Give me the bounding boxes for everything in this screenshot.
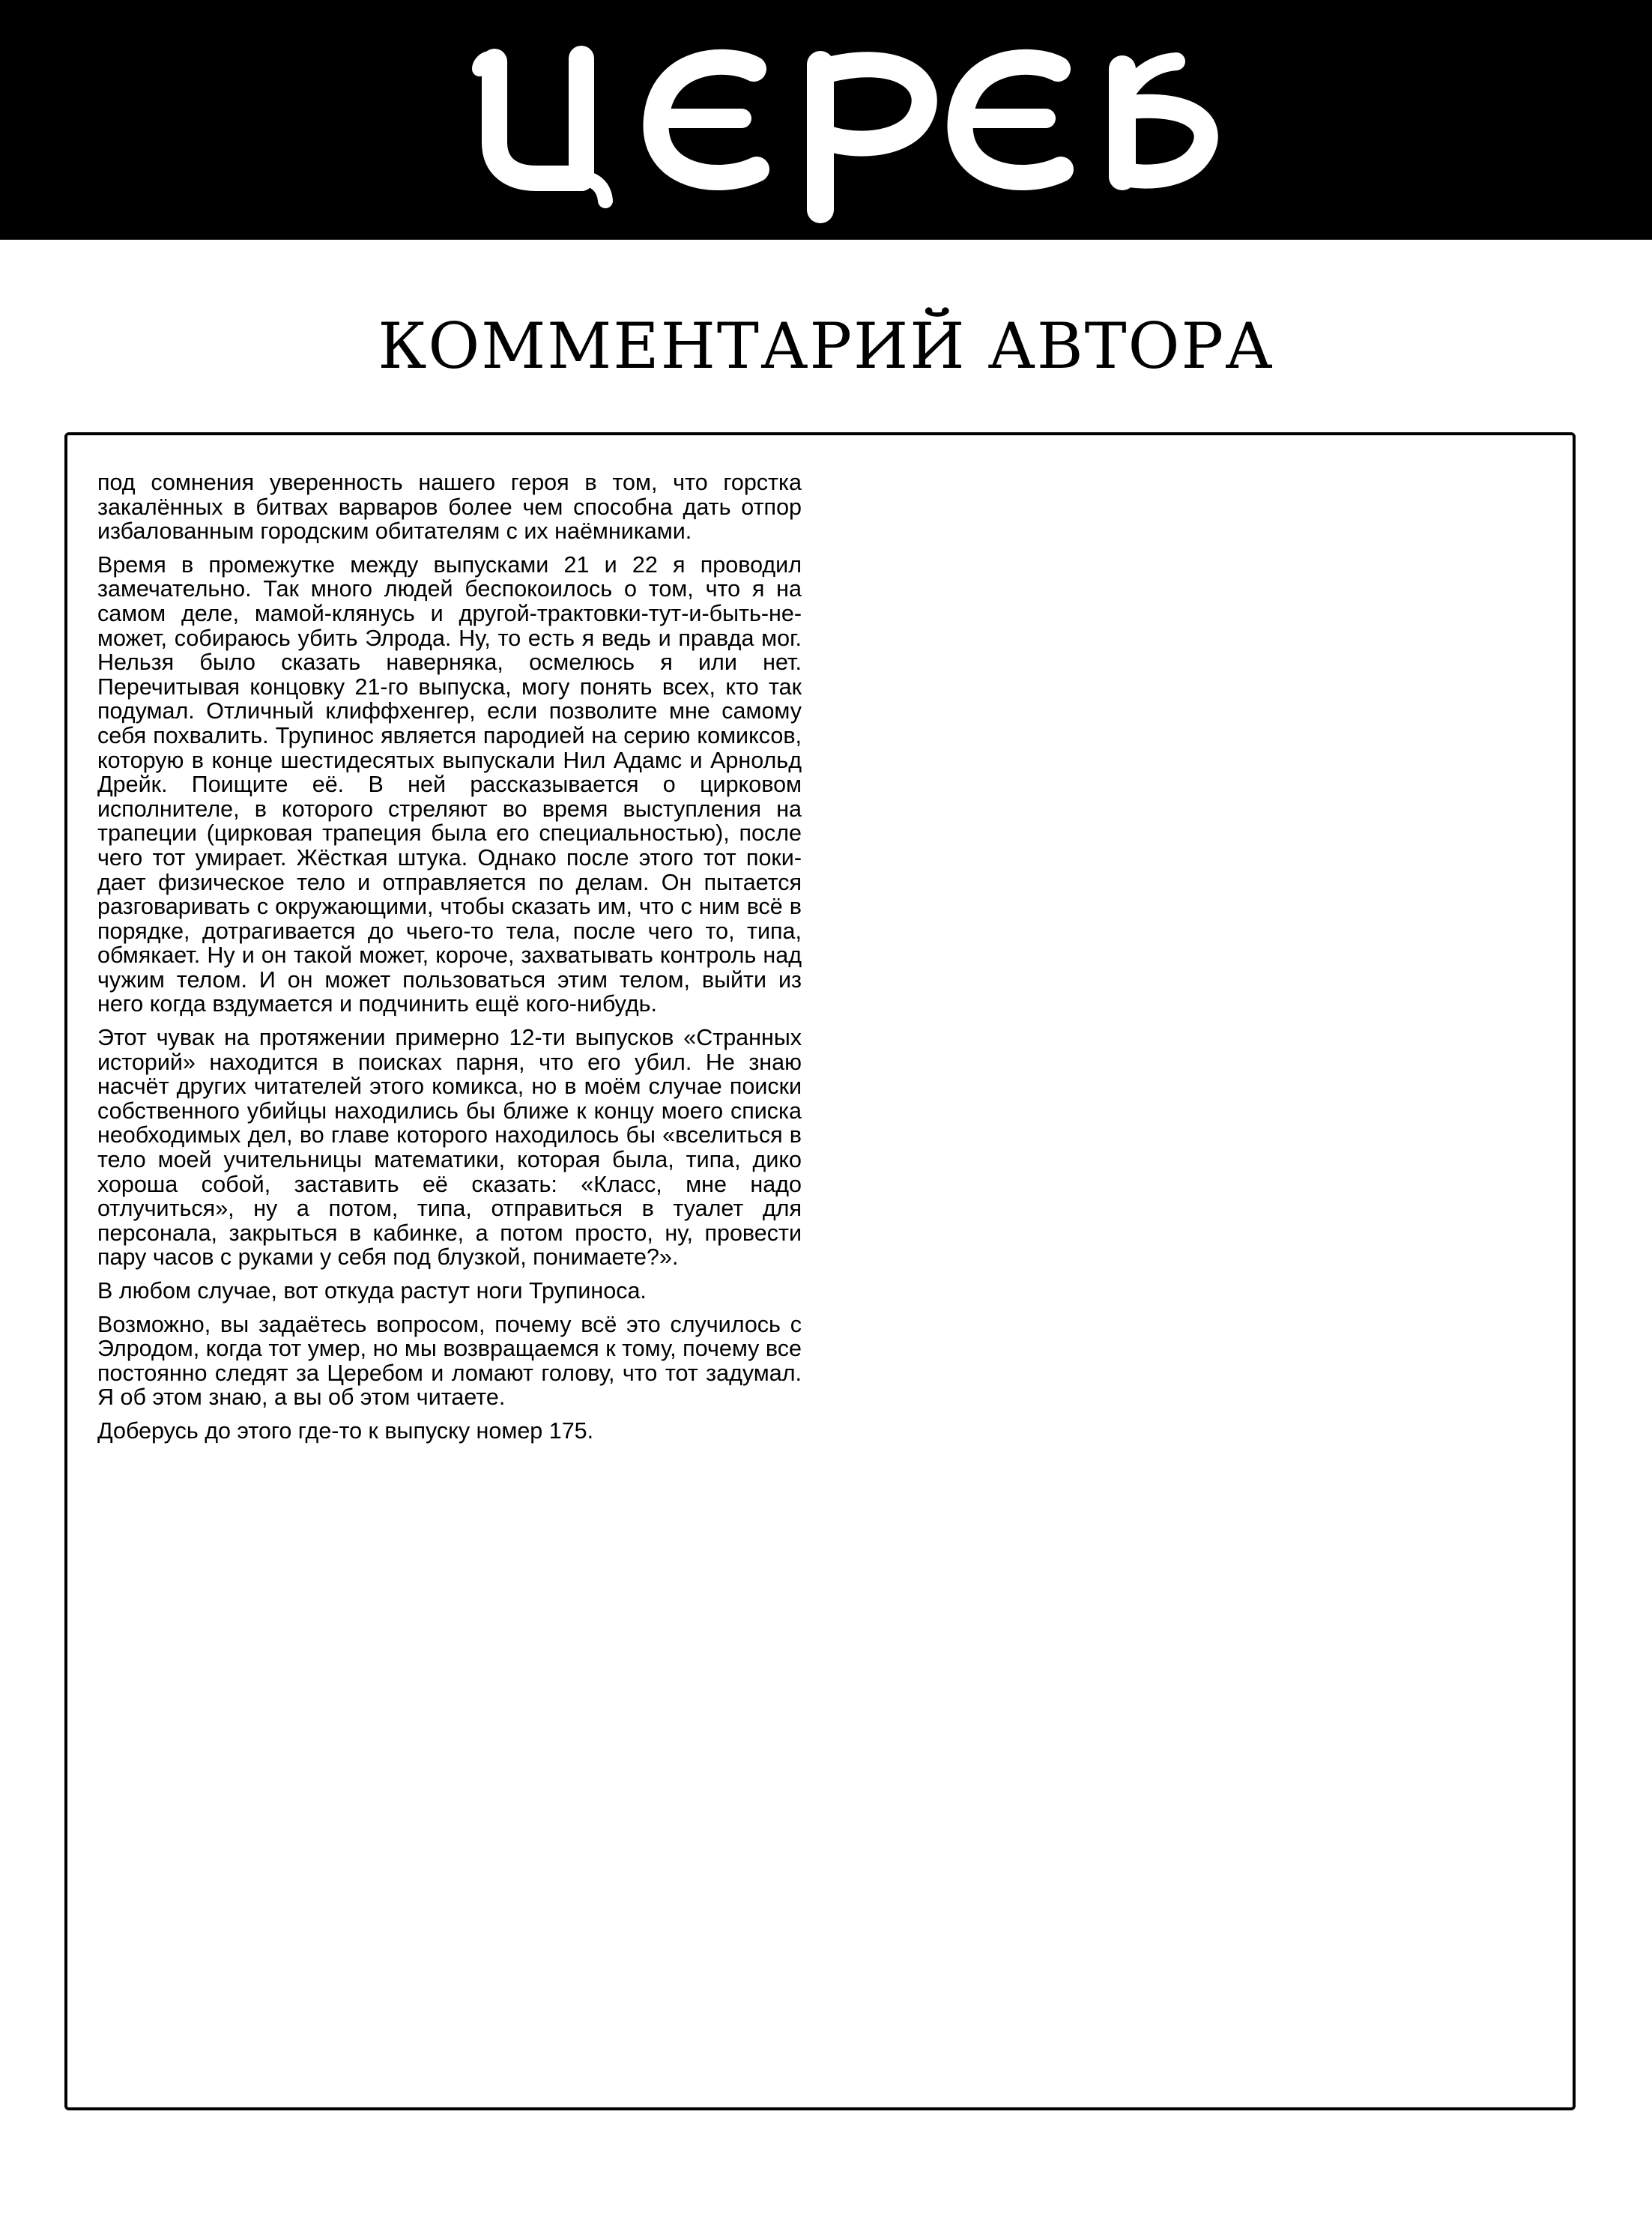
paragraph: Возможно, вы задаётесь вопросом, почему всё это случилось с Элродом, когда тот умер, но мы возвращаемся к тому, почему все постоянно следят за Церебом и ломают голову, что тот задумал. Я об этом знаю, а вы об этом читаете.: [97, 1311, 802, 1411]
commentary-column: [97, 470, 802, 1453]
paragraph: Время в промежутке между выпусками 21 и 22 я проводил замечательно. Так много людей беспокоилось о том, что я на самом деле, мамой-клянусь и другой-трактовки-тут-и-быть-не-может, собираюсь убить Элрода. Ну, то есть я ведь и правда мог. Нельзя было сказать наверняка, осмелюсь я или нет. Перечитывая концовку 21-го выпуска, могу понять всех, кто так подумал. Отличный клиффхенгер, если позволите мне самому себя похвалить. Трупинос является пародией на серию комиксов, которую в конце шестидесятых выпускали Нил Адамс и Арнольд Дрейк. Поищите её. В ней рассказывается о цирковом исполнителе, в которого стреляют во время выступления на трапеции (цирковая трапеция была его специальностью), после чего тот умирает. Жёсткая штука. Однако после этого тот покидает физическое тело и отправляется по делам. Он пытается разговаривать с окружающими, чтобы сказать им, что с ним всё в порядке, дотрагивается до чьего-то тела, после чего то, типа, обмякает. Ну и он такой может, короче, захватывать контроль над чужим телом. И он может пользоваться этим телом, выйти из него когда вздумается и подчинить ещё кого-нибудь.: [97, 551, 802, 1017]
section-title: КОММЕНТАРИЙ АВТОРА: [378, 309, 1274, 383]
paragraph: Этот чувак на протяжении примерно 12-ти выпусков «Странных историй» находится в поисках парня, что его убил. Не знаю насчёт других читателей этого комикса, но в моём случае поиски собственного убийцы находились бы ближе к концу моего списка необходимых дел, во главе которого находилось бы «вселиться в тело моей учительницы математики, которая была, типа, дико хороша собой, заставить её сказать: «Класс, мне надо отлучиться», ну а потом, типа, отправиться в туалет для персонала, закрыться в кабинке, а потом просто, ну, провести пару часов с руками у себя под блузкой, понимаете?».: [97, 1025, 802, 1271]
masthead: [0, 0, 1652, 240]
cerebus-logo: [0, 0, 1652, 240]
paragraph: В любом случае, вот откуда растут ноги Трупиноса.: [97, 1278, 647, 1304]
paragraph: под сомнения уверенность нашего героя в том, что горстка закалённых в битвах варваров более чем способна дать отпор избалованным городским обитателям с их наёмниками.: [97, 470, 802, 545]
paragraph: Доберусь до этого где-то к выпуску номер 175.: [97, 1417, 594, 1444]
